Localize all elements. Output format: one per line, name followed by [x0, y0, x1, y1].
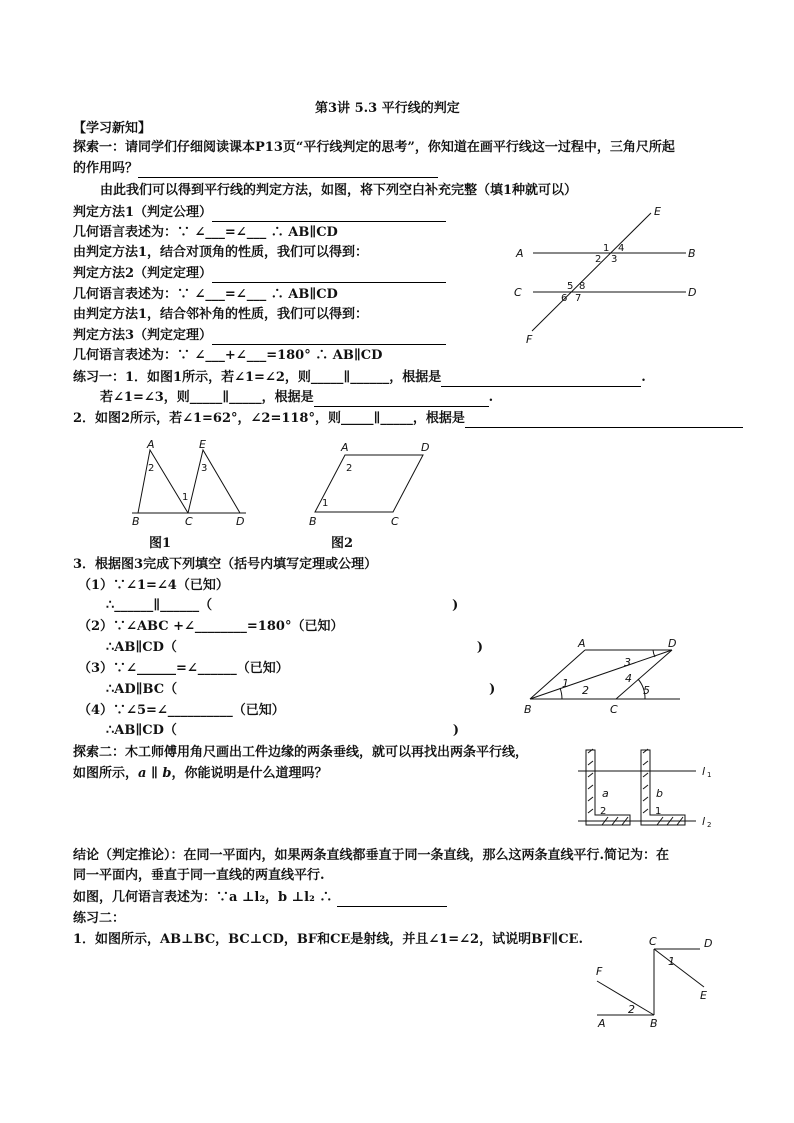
- conclusion-geo: 如图，几何语言表述为：∵a ⊥l₂，b ⊥l₂ ∴: [73, 889, 447, 907]
- answer-blank[interactable]: [465, 413, 743, 428]
- fig-label: F: [526, 333, 533, 346]
- fig1-caption: 图1: [149, 536, 172, 551]
- method2-derive: 由判定方法1，结合邻补角的性质，我们可以得到：: [73, 307, 369, 322]
- figure-3: [520, 635, 695, 720]
- line-bd: [530, 650, 672, 699]
- hatch: [588, 809, 593, 813]
- answer-blank[interactable]: [212, 207, 446, 222]
- answer-blank[interactable]: [314, 392, 489, 407]
- fig-label: B: [132, 515, 140, 528]
- fig-label: 2: [582, 684, 589, 697]
- hatch: [588, 773, 593, 777]
- fig-label: 2: [600, 806, 607, 817]
- fig-label: D: [704, 937, 713, 950]
- method3-geo: 几何语言表述为：∵ ∠___+∠___=180° ∴ AB∥CD: [73, 348, 383, 363]
- fig-label: 1: [322, 498, 329, 509]
- answer-blank[interactable]: [212, 330, 446, 345]
- answer-blank[interactable]: [138, 163, 438, 178]
- fig-label: A: [578, 637, 586, 650]
- fig-label: 3: [611, 254, 618, 265]
- answer-blank[interactable]: [212, 268, 446, 283]
- practice3-l2b: ∴AB∥CD（ ): [106, 640, 484, 655]
- fig-label: 8: [579, 281, 586, 292]
- fig-label: E: [700, 989, 707, 1002]
- fig-label: B: [688, 247, 696, 260]
- fig-label: A: [341, 441, 349, 454]
- fig2-caption: 图2: [331, 536, 354, 551]
- method1-label: 判定方法1（判定公理）: [73, 204, 446, 222]
- fig-label: 3: [624, 656, 631, 669]
- method2-geo: 几何语言表述为：∵ ∠___=∠___ ∴ AB∥CD: [73, 287, 338, 302]
- answer-blank[interactable]: [337, 892, 447, 907]
- fig-label: C: [610, 703, 618, 716]
- triangle-ecd: [188, 450, 240, 513]
- transversal-ef: [532, 213, 651, 331]
- hatch: [643, 785, 648, 789]
- conclusion-text2: 同一平面内，垂直于同一直线的两直线平行.: [73, 868, 325, 883]
- explore1-intro: 由此我们可以得到平行线的判定方法，如图，将下列空白补充完整（填1种就可以）: [100, 183, 578, 198]
- hatch: [643, 809, 648, 813]
- fig-label: D: [421, 441, 430, 454]
- fig-label: 4: [625, 672, 632, 685]
- fig-label: 1: [182, 492, 189, 503]
- page-title: 第3讲 5.3 平行线的判定: [315, 101, 460, 116]
- method1-derive: 由判定方法1，结合对顶角的性质，我们可以得到：: [73, 245, 369, 260]
- fig-label: B: [524, 703, 532, 716]
- ray-ce: [654, 949, 704, 987]
- fig-label: D: [688, 286, 697, 299]
- line-ab: [530, 650, 585, 699]
- hatch: [588, 785, 593, 789]
- fig-label: l: [702, 815, 706, 828]
- explore1-text2: 的作用吗？: [73, 160, 438, 178]
- fig-label: 2: [628, 1003, 635, 1016]
- method3-label: 判定方法3（判定定理）: [73, 327, 446, 345]
- hatch: [588, 761, 593, 765]
- fig-label: A: [147, 438, 155, 451]
- fig-label: 5: [567, 281, 574, 292]
- hatch: [643, 773, 648, 777]
- fig-label: E: [654, 205, 661, 218]
- explore1-text: 探索一：请同学们仔细阅读课本P13页“平行线判定的思考”，你知道在画平行线这一过程中，三角尺所起: [73, 140, 675, 155]
- practice1-q1: 练习一：1．如图1所示，若∠1=∠2，则_____∥______，根据是 .: [73, 370, 646, 385]
- fig-label: 2: [346, 463, 353, 474]
- figure-1: [128, 437, 258, 529]
- fig-label: C: [514, 286, 522, 299]
- practice1-q1b: 若∠1=∠3，则_____∥_____，根据是 .: [100, 390, 494, 405]
- practice1-q2: 2．如图2所示，若∠1=62°，∠2=118°，则_____∥_____，根据是: [73, 410, 743, 428]
- practice2-q1: 1．如图所示，AB⊥BC，BC⊥CD，BF和CE是射线，并且∠1=∠2，试说明BF∥CE.: [73, 932, 583, 947]
- practice3-l4b: ∴AB∥CD（ ): [106, 723, 460, 738]
- fig-label: 7: [575, 293, 582, 304]
- fig-label: b: [656, 787, 663, 800]
- zigzag-figure: [592, 935, 722, 1030]
- fig-label: 6: [561, 293, 568, 304]
- explore2-text2: 如图所示，a ∥ b，你能说明是什么道理吗？: [73, 766, 328, 781]
- practice3-l3: （3）∵∠______=∠______（已知）: [78, 661, 289, 676]
- fig-label: l: [702, 765, 706, 778]
- fig-label: 5: [643, 684, 650, 697]
- conclusion-text: 结论（判定推论）：在同一平面内，如果两条直线都垂直于同一条直线，那么这两条直线平行.简记为：在: [73, 848, 670, 863]
- fig-label: E: [199, 438, 206, 451]
- fig-label: B: [309, 515, 317, 528]
- fig-label: C: [185, 515, 193, 528]
- fig-label: F: [596, 965, 603, 978]
- fig-label: 1: [603, 243, 610, 254]
- method2-label: 判定方法2（判定定理）: [73, 265, 446, 283]
- fig-label: D: [236, 515, 245, 528]
- practice3-l3b: ∴AD∥BC（ ): [106, 682, 496, 697]
- fig-label: 4: [618, 243, 625, 254]
- hatch: [588, 797, 593, 801]
- triangle-abc: [138, 450, 188, 513]
- fig-label: 1: [562, 677, 569, 690]
- transversal-figure: [508, 205, 708, 345]
- fig-label: 1: [707, 771, 712, 779]
- fig-label: C: [391, 515, 399, 528]
- figure-2: [305, 440, 445, 532]
- practice3-head: 3．根据图3完成下列填空（括号内填写定理或公理）: [73, 557, 378, 572]
- hatch: [643, 797, 648, 801]
- section-new: 【学习新知】: [73, 121, 152, 136]
- fig-label: 2: [148, 463, 155, 474]
- fig-label: a: [602, 787, 609, 800]
- practice3-l2: （2）∵∠ABC +∠________=180°（已知）: [78, 619, 344, 634]
- fig-label: A: [598, 1017, 606, 1030]
- ray-bf: [597, 981, 654, 1015]
- hatch: [643, 761, 648, 765]
- fig-label: 1: [655, 806, 662, 817]
- practice3-l1: （1）∵∠1=∠4（已知）: [78, 578, 229, 593]
- fig-label: D: [668, 637, 677, 650]
- practice2-head: 练习二：: [73, 911, 126, 926]
- fig-label: C: [649, 935, 657, 948]
- fig-label: 3: [201, 463, 208, 474]
- fig-label: 1: [668, 955, 675, 968]
- practice3-l4: （4）∵∠5=∠__________（已知）: [78, 703, 285, 718]
- parallelogram: [315, 455, 423, 512]
- fig-label: A: [516, 247, 524, 260]
- method1-geo: 几何语言表述为：∵ ∠___=∠___ ∴ AB∥CD: [73, 225, 338, 240]
- carpenter-figure: [578, 745, 718, 835]
- fig-label: 2: [595, 254, 602, 265]
- fig-label: 2: [707, 821, 712, 829]
- explore2-text: 探索二：木工师傅用角尺画出工件边缘的两条垂线，就可以再找出两条平行线，: [73, 745, 529, 760]
- answer-blank[interactable]: [441, 372, 641, 387]
- fig-label: B: [650, 1017, 658, 1030]
- practice3-l1b: ∴______∥______（ ): [106, 598, 459, 613]
